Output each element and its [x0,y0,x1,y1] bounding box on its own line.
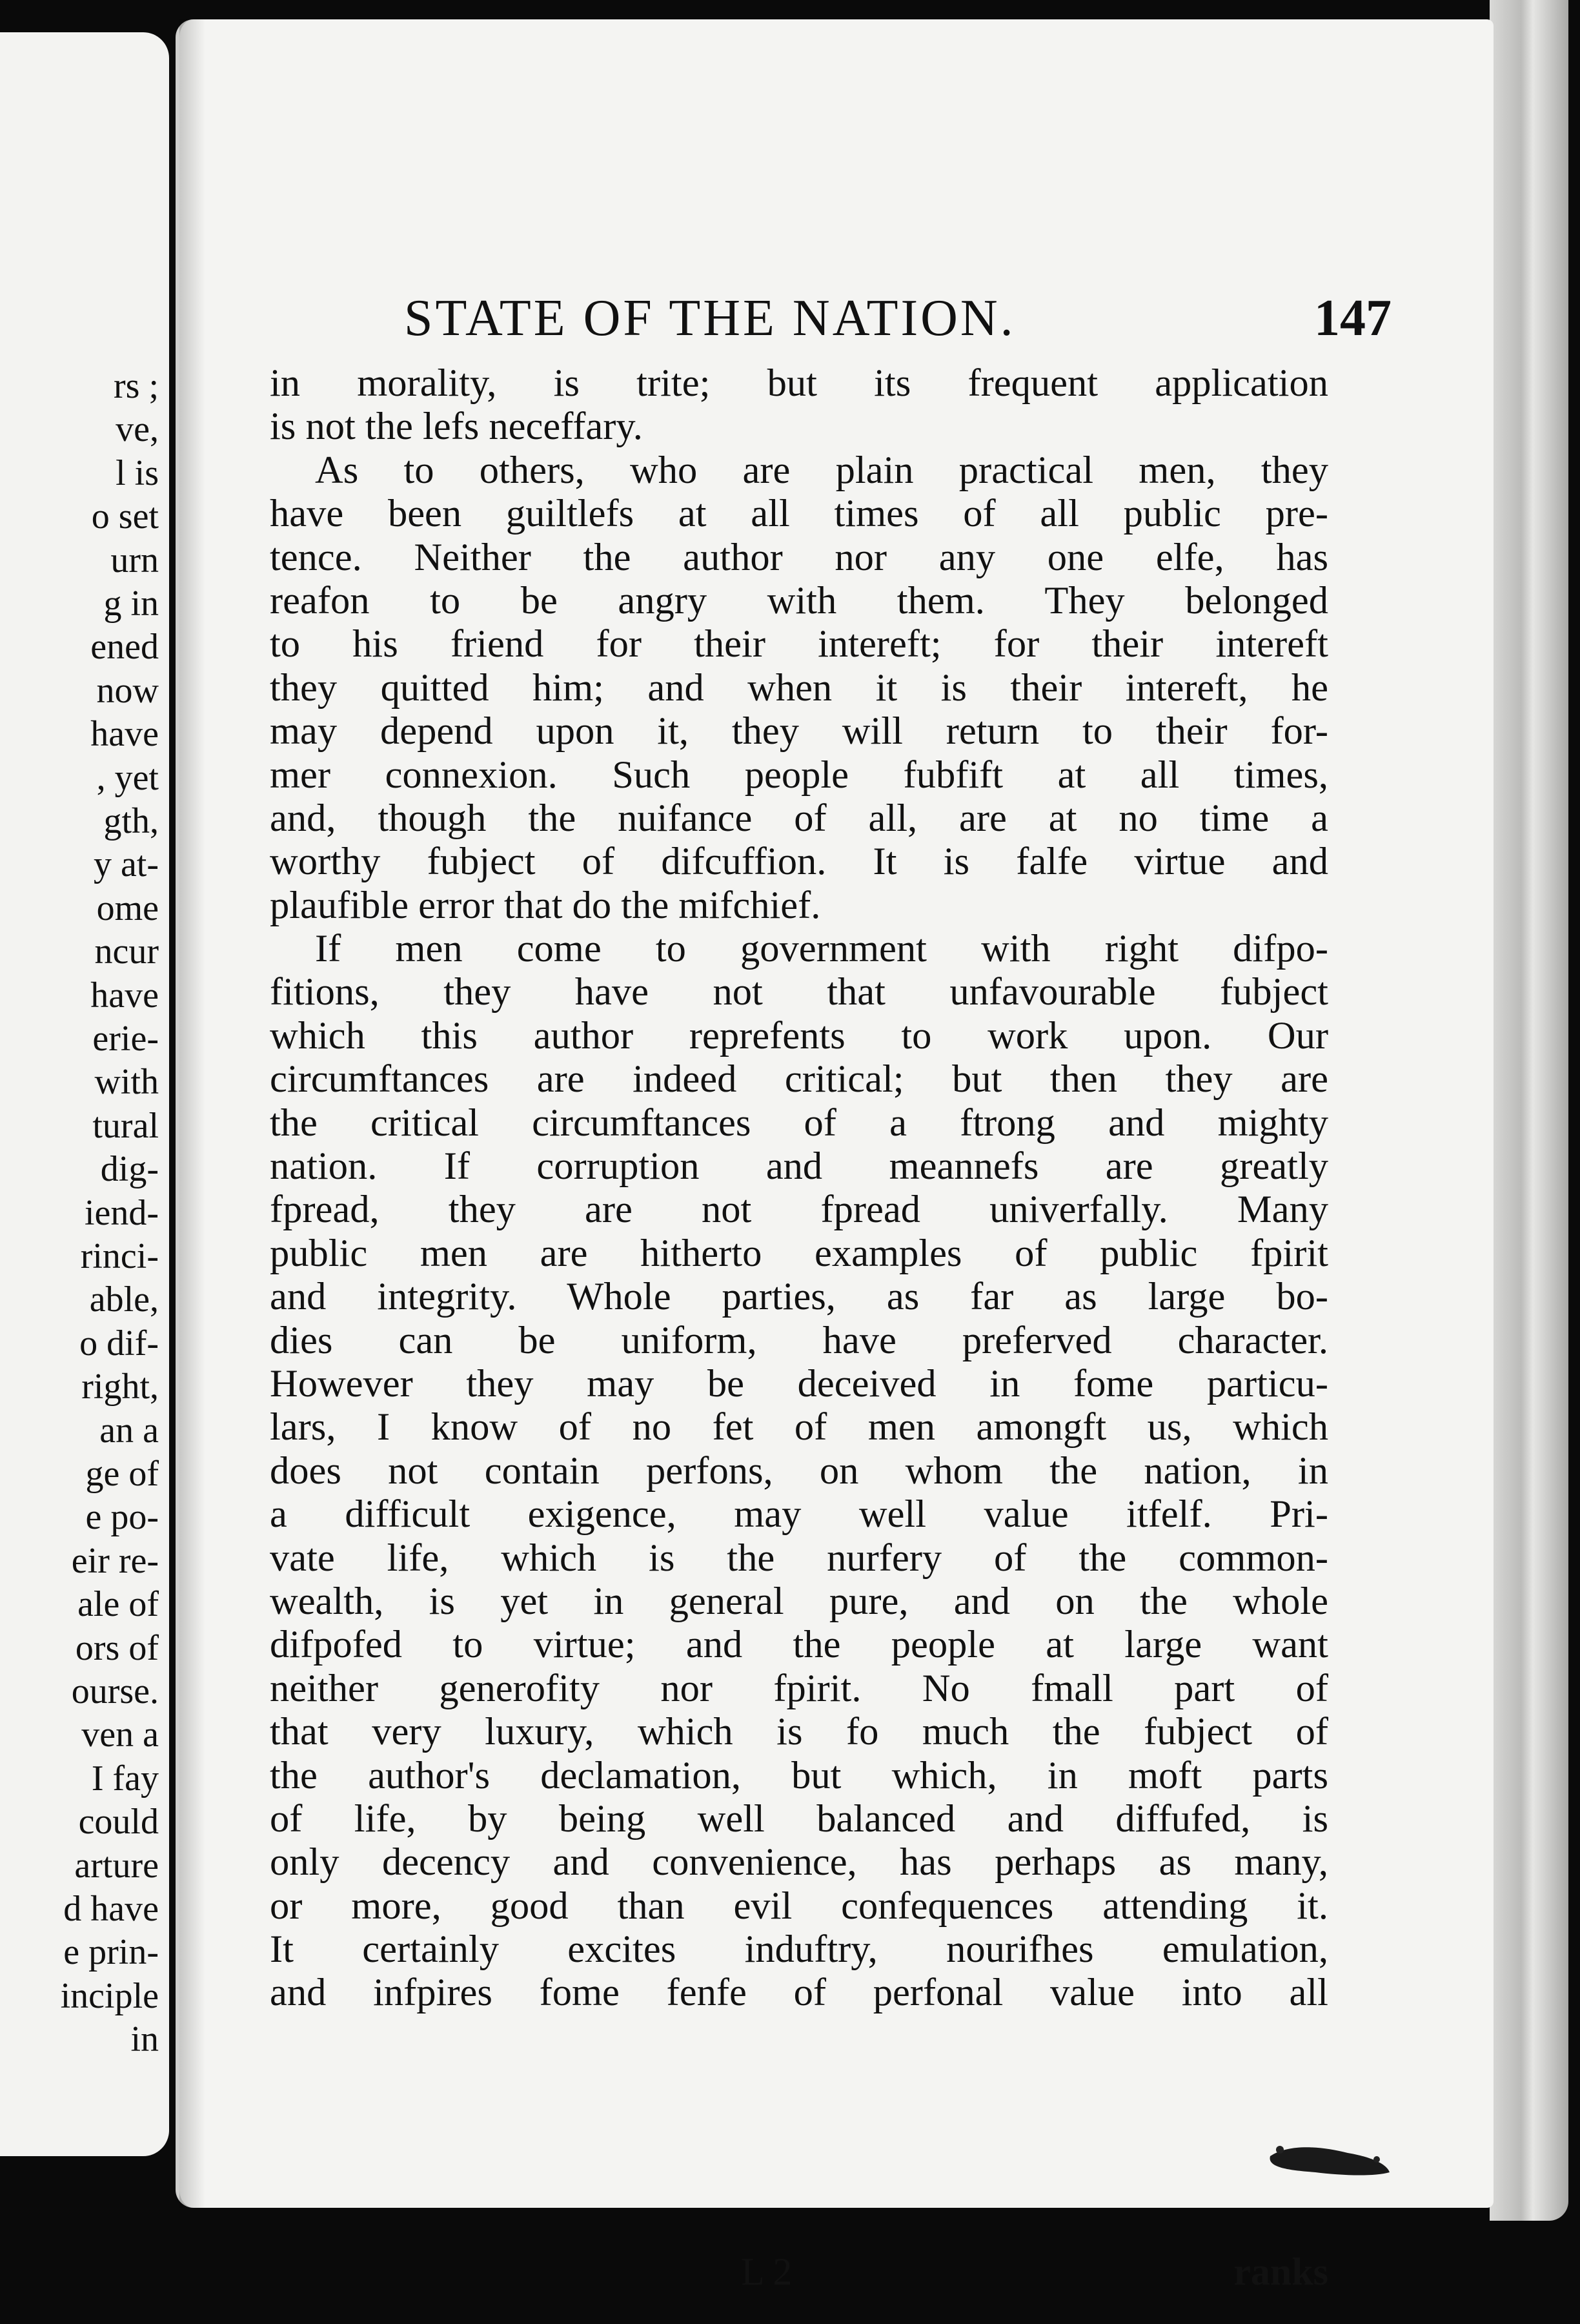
text-line: in morality, is trite; but its frequent application [270,362,1328,405]
text-line: fpread, they are not fpread univerfally. Many [270,1188,1328,1232]
facing-page-line: ge of [85,1454,159,1494]
facing-page-line: have [90,714,159,755]
facing-page-line: ve, [116,409,159,450]
paragraph-start-line: If men come to government with right difpo- [315,927,1328,971]
text-line: and infpires fome fenfe of perfonal value into all [270,1971,1328,2015]
text-line: to his friend for their intereft; for their intereft [270,622,1328,666]
signature-mark: L 2 [741,2250,793,2293]
facing-page-line: able, [89,1279,159,1320]
gutter-shadow [179,19,205,2208]
facing-page-line: , yet [96,757,159,798]
text-line: plaufible error that do the mifchief. [270,883,821,927]
text-line: is not the lefs neceffary. [270,405,643,449]
facing-page-line: arture [74,1845,159,1886]
facing-page-line: ale of [77,1584,159,1625]
facing-page-line: e po- [85,1497,159,1538]
facing-page-line: urn [110,540,159,580]
facing-page-line: eir re- [71,1540,159,1581]
facing-page-line: o dif- [79,1323,159,1363]
text-line: difpofed to virtue; and the people at large want [270,1623,1328,1667]
text-line: and, though the nuifance of all, are at no time a [270,796,1328,840]
facing-page-line: I fay [91,1758,159,1799]
text-line: a difficult exigence, may well value itfelf. Pri- [270,1493,1328,1536]
facing-page-line: erie- [92,1019,159,1059]
ink-stain [1264,2137,1393,2182]
facing-page-line: right, [81,1367,159,1407]
facing-page-line: ourse. [71,1671,159,1711]
text-line: circumftances are indeed critical; but then they are [270,1057,1328,1101]
text-line: nation. If corruption and meannefs are greatly [270,1145,1328,1188]
facing-page-line: gth, [103,801,159,841]
catchword: ranks [1233,2250,1328,2293]
page-number: 147 [1314,290,1392,347]
facing-page-line: could [78,1802,159,1842]
text-line: the critical circumftances of a ftrong and mighty [270,1101,1328,1145]
text-line: lars, I know of no fet of men amongft us, which [270,1405,1328,1449]
text-line: the author's declamation, but which, in moft parts [270,1753,1328,1797]
paragraph-start-line: As to others, who are plain practical men, they [315,448,1328,492]
facing-page-line: d have [63,1889,159,1929]
text-line: wealth, is yet in general pure, and on the whole [270,1579,1328,1623]
text-line: vate life, which is the nurfery of the common- [270,1536,1328,1580]
facing-page-line: dig- [100,1149,159,1190]
facing-page-line: ened [90,627,159,668]
page-footer [270,2250,1328,2301]
facing-page-line: have [90,975,159,1015]
text-line: may depend upon it, they will return to their for- [270,709,1328,753]
facing-page-line: an a [99,1410,159,1451]
facing-page-line: iend- [84,1192,159,1233]
text-line: have been guiltlefs at all times of all public pre- [270,492,1328,536]
facing-page-line: rinci- [80,1236,159,1276]
text-line: mer connexion. Such people fubfift at all times, [270,753,1328,797]
running-title: STATE OF THE NATION. [404,290,1016,347]
body-text [270,362,1328,2293]
text-line: does not contain perfons, on whom the nation, in [270,1449,1328,1493]
facing-page [0,32,169,2156]
text-line: which this author reprefents to work upon. Our [270,1014,1328,1057]
text-line: neither generofity nor fpirit. No fmall part of [270,1666,1328,1710]
facing-page-line: rs ; [114,366,159,406]
facing-page-line: ome [96,888,159,928]
text-line: It certainly excites induftry, nourifhes emulation, [270,1928,1328,1972]
facing-page-line: inciple [60,1975,159,2016]
text-line: that very luxury, which is fo much the fubject of [270,1710,1328,1754]
page-header [404,289,1392,367]
text-line: dies can be uniform, have preferved character. [270,1318,1328,1362]
text-line: worthy fubject of difcuffion. It is falfe virtue and [270,840,1328,884]
facing-page-line: y at- [93,844,159,885]
text-line: they quitted him; and when it is their intereft, he [270,666,1328,709]
page-edge [1490,0,1568,2221]
facing-page-line: ors of [75,1627,159,1668]
facing-page-line: g in [103,584,159,624]
text-line: only decency and convenience, has perhaps as many, [270,1840,1328,1884]
text-line: reafon to be angry with them. They belonged [270,578,1328,622]
book-page [176,19,1494,2293]
facing-page-line: now [96,670,159,711]
facing-page-line: with [94,1062,159,1103]
text-line: fitions, they have not that unfavourable fubject [270,970,1328,1014]
facing-page-line: o set [91,496,159,537]
text-line: public men are hitherto examples of public fpirit [270,1231,1328,1275]
facing-page-line: ven a [81,1715,159,1755]
facing-page-line: ncur [94,932,159,972]
facing-page-line: l is [116,453,159,493]
text-line: and integrity. Whole parties, as far as large bo- [270,1275,1328,1319]
text-line: or more, good than evil confequences attending it. [270,1884,1328,1928]
facing-page-line: tural [92,1105,159,1146]
facing-page-line: e prin- [63,1932,159,1973]
facing-page-line: in [130,2019,159,2060]
text-line: tence. Neither the author nor any one elfe, has [270,535,1328,579]
text-line: of life, by being well balanced and diffufed, is [270,1797,1328,1840]
text-line: However they may be deceived in fome particu- [270,1361,1328,1405]
